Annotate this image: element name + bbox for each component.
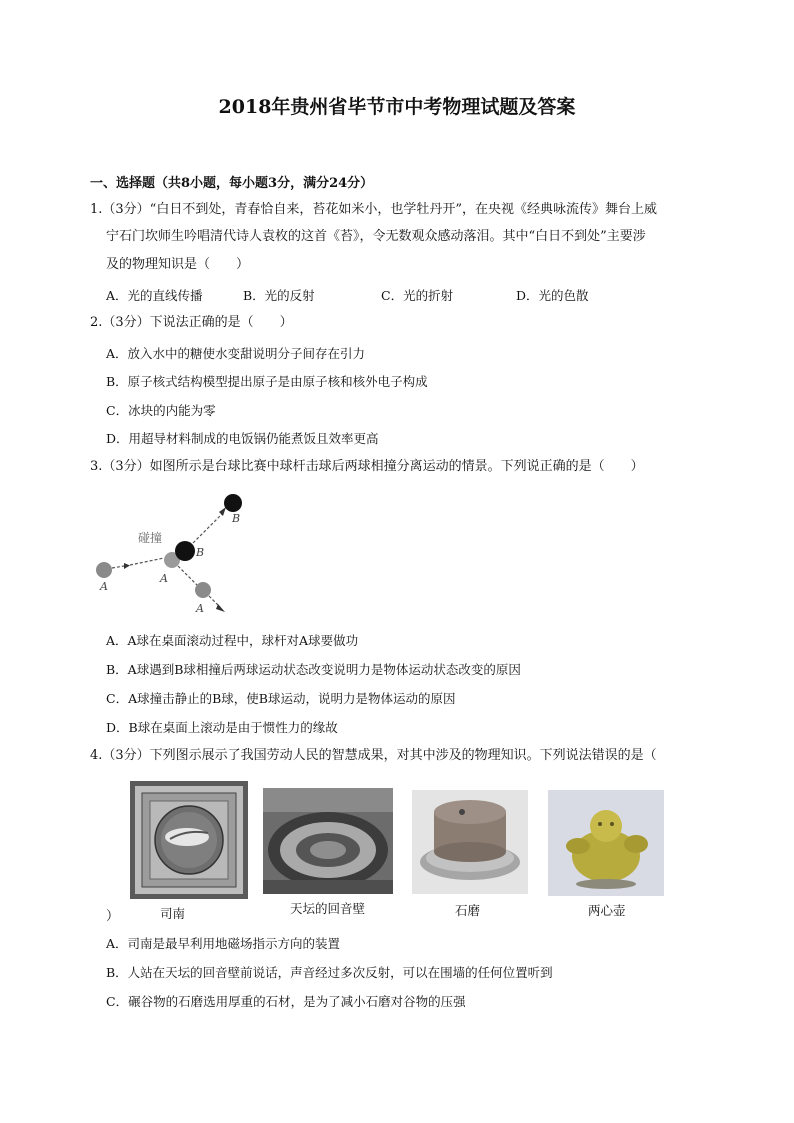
section-heading: 一、选择题（共8小题，每小题3分，满分24分） [90, 176, 374, 191]
ball-a-end [195, 582, 211, 598]
fig-label-b-end: B [232, 512, 241, 525]
page-title: 2018年贵州省毕节市中考物理试题及答案 [218, 96, 576, 118]
q1-option-c: C．光的折射 [381, 288, 454, 303]
q1-line3: 及的物理知识是（ ） [106, 257, 250, 272]
two-heart-pot-image [548, 790, 664, 896]
billiard-collision-figure [88, 490, 258, 620]
fig-label-a-start: A [100, 580, 108, 593]
fig-label-collide: 碰撞 [138, 531, 163, 545]
q3-option-b: B．A球遇到B球相撞后两球运动状态改变说明力是物体运动状态改变的原因 [106, 662, 521, 677]
caption-sinan: 司南 [160, 906, 186, 921]
q1-option-a: A．光的直线传播 [106, 288, 203, 303]
ball-b-end [224, 494, 242, 512]
caption-stone-mill: 石磨 [455, 903, 481, 918]
fig-label-a-end: A [196, 602, 204, 615]
stone-mill-image [412, 790, 528, 894]
q2-stem: 2.（3分）下说法正确的是（ ） [90, 315, 293, 330]
q2-option-c: C．冰块的内能为零 [106, 403, 216, 418]
fig-label-b-impact: B [196, 546, 205, 559]
q4-stem-end: ） [106, 909, 120, 924]
q1-line1: 1.（3分）“白日不到处，青春恰自来，苔花如米小，也学牡丹开”，在央视《经典咏流传》舞台上威 [90, 202, 657, 217]
q4-option-c: C．碾谷物的石磨选用厚重的石材，是为了减小石磨对谷物的压强 [106, 994, 466, 1009]
q1-line2: 宁石门坎师生吟唱清代诗人袁枚的这首《苔》，令无数观众感动落泪。其中“白日不到处”主要涉 [106, 229, 646, 244]
ball-b-impact [175, 541, 195, 561]
q3-option-a: A．A球在桌面滚动过程中，球杆对A球要做功 [106, 633, 359, 648]
q4-stem: 4.（3分）下列图示展示了我国劳动人民的智慧成果，对其中涉及的物理知识。下列说法错误的是（ [90, 748, 657, 763]
q1-option-d: D．光的色散 [516, 288, 589, 303]
q4-option-b: B．人站在天坛的回音壁前说话，声音经过多次反射，可以在围墙的任何位置听到 [106, 965, 553, 980]
q2-option-a: A．放入水中的糖使水变甜说明分子间存在引力 [106, 346, 366, 361]
caption-two-heart-pot: 两心壶 [588, 903, 626, 918]
ball-a-start [96, 562, 112, 578]
q3-stem: 3.（3分）如图所示是台球比赛中球杆击球后两球相撞分离运动的情景。下列说正确的是（ ） [90, 459, 644, 474]
q3-option-c: C．A球撞击静止的B球，使B球运动，说明力是物体运动的原因 [106, 691, 456, 706]
caption-echo-wall: 天坛的回音壁 [290, 901, 366, 916]
echo-wall-image [263, 788, 393, 894]
fig-label-a-impact: A [160, 572, 168, 585]
q2-option-d: D．用超导材料制成的电饭锅仍能煮饭且效率更高 [106, 431, 379, 446]
q4-option-a: A．司南是最早利用地磁场指示方向的装置 [106, 936, 341, 951]
q1-option-b: B．光的反射 [243, 288, 315, 303]
q2-option-b: B．原子核式结构模型提出原子是由原子核和核外电子构成 [106, 374, 428, 389]
q3-option-d: D．B球在桌面上滚动是由于惯性力的缘故 [106, 720, 338, 735]
sinan-image [130, 781, 248, 899]
